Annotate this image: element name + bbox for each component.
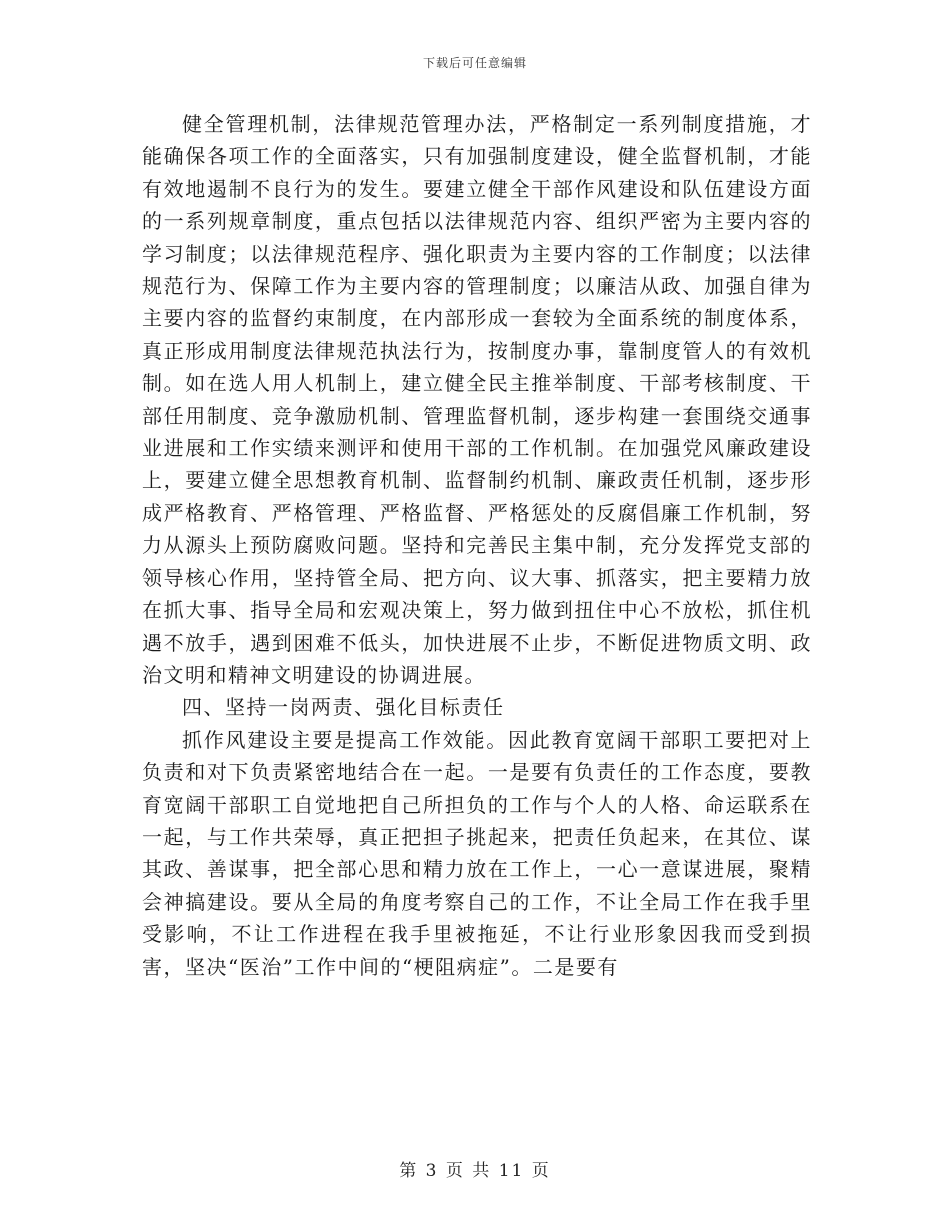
body-paragraph-2: 抓作风建设主要是提高工作效能。因此教育宽阔干部职工要把对上负责和对下负责紧密地结合在一起。一是要有负责任的工作态度，要教育宽阔干部职工自觉地把自己所担负的工作与个人的人格、命运联系在一起，与工作共荣辱，真正把担子挑起来，把责任负起来，在其位、谋其政、善谋事，把全部心思和精力放在工作上，一心一意谋进展，聚精会神搞建设。要从全局的角度考察自己的工作，不让全局工作在我手里受影响，不让工作进程在我手里被拖延，不让行业形象因我而受到损害，坚决“医治”工作中间的“梗阻病症”。二是要有	[142, 727, 812, 979]
page-header-note: 下载后可任意编辑	[422, 56, 527, 70]
body-paragraph-1: 健全管理机制，法律规范管理办法，严格制定一系列制度措施，才能确保各项工作的全面落实，只有加强制度建设，健全监督机制，才能有效地遏制不良行为的发生。要建立健全干部作风建设和队伍建设方面的一系列规章制度，重点包括以法律规范内容、组织严密为主要内容的学习制度；以法律规范程序、强化职责为主要内容的工作制度；以法律规范行为、保障工作为主要内容的管理制度；以廉洁从政、加强自律为主要内容的监督约束制度，在内部形成一套较为全面系统的制度体系，真正形成用制度法律规范执法行为，按制度办事，靠制度管人的有效机制。如在选人用人机制上，建立健全民主推举制度、干部考核制度、干部任用制度、竞争激励机制、管理监督机制，逐步构建一套围绕交通事业进展和工作实绩来测评和使用干部的工作机制。在加强党风廉政建设上，要建立健全思想教育机制、监督制约机制、廉政责任机制，逐步形成严格教育、严格管理、严格监督、严格惩处的反腐倡廉工作机制，努力从源头上预防腐败问题。坚持和完善民主集中制，充分发挥党支部的领导核心作用，坚持管全局、把方向、议大事、抓落实，把主要精力放在抓大事、指导全局和宏观决策上，努力做到扭住中心不放松，抓住机遇不放手，遇到困难不低头，加快进展不止步，不断促进物质文明、政治文明和精神文明建设的协调进展。	[142, 112, 812, 687]
page-number: 第 3 页 共 11 页	[399, 1161, 551, 1181]
document-body	[142, 108, 812, 983]
section-heading: 四、坚持一岗两责、强化目标责任	[182, 695, 505, 720]
